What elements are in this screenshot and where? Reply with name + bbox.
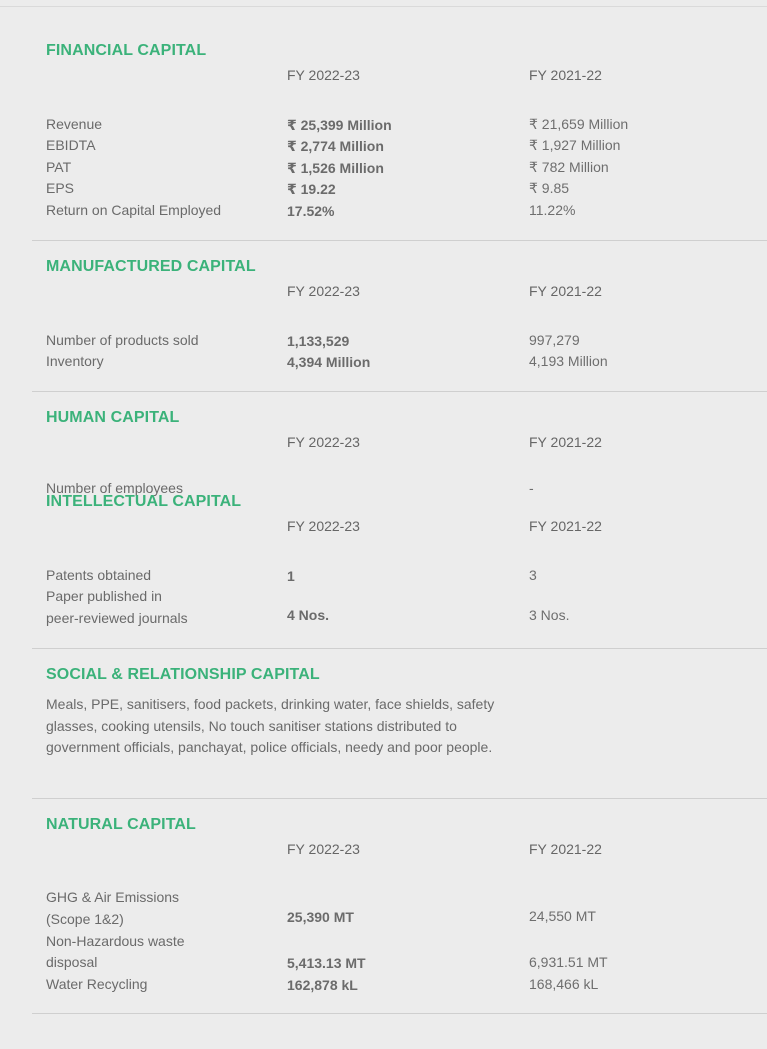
column-header-fy2021-22: FY 2021-22 (529, 841, 602, 857)
row-label-roce: Return on Capital Employed (46, 202, 222, 218)
row-label-ebidta: EBIDTA (46, 137, 96, 153)
value-waste-fy23: 5,413.13 MT (287, 955, 366, 971)
value-pat-fy22: ₹ 782 Million (529, 159, 609, 175)
section-title: SOCIAL & RELATIONSHIP CAPITAL (46, 666, 320, 683)
row-label-ghg-line2: (Scope 1&2) (46, 911, 124, 927)
row-label-products-sold: Number of products sold (46, 332, 199, 348)
value-eps-fy23: ₹ 19.22 (287, 181, 336, 197)
value-inventory-fy23: 4,394 Million (287, 354, 371, 370)
value-roce-fy22: 11.22% (529, 202, 576, 218)
row-label-papers-line2: peer-reviewed journals (46, 610, 188, 626)
row-label-waste-line2: disposal (46, 954, 98, 970)
section-title: MANUFACTURED CAPITAL (46, 258, 256, 275)
row-label-inventory: Inventory (46, 353, 104, 369)
value-patents-fy23: 1 (287, 568, 295, 584)
row-label-papers-line1: Paper published in (46, 588, 162, 604)
column-header-fy2022-23: FY 2022-23 (287, 67, 360, 83)
value-ghg-fy23: 25,390 MT (287, 909, 354, 925)
value-papers-fy22: 3 Nos. (529, 607, 570, 623)
value-ghg-fy22: 24,550 MT (529, 908, 596, 924)
value-water-recycling-fy22: 168,466 kL (529, 976, 599, 992)
intellectual-capital-section (32, 493, 767, 649)
financial-capital-section (32, 42, 767, 241)
natural-capital-section (32, 816, 767, 1014)
value-products-sold-fy23: 1,133,529 (287, 333, 350, 349)
manufactured-capital-section (32, 258, 767, 392)
row-label-pat: PAT (46, 159, 72, 175)
top-divider (0, 6, 767, 7)
column-header-fy2021-22: FY 2021-22 (529, 434, 602, 450)
row-label-employees: Number of employees (46, 480, 183, 496)
value-patents-fy22: 3 (529, 567, 537, 583)
value-products-sold-fy22: 997,279 (529, 332, 580, 348)
value-roce-fy23: 17.52% (287, 203, 335, 219)
value-employees-fy22: - (529, 480, 534, 496)
column-header-fy2022-23: FY 2022-23 (287, 841, 360, 857)
social-description: Meals, PPE, sanitisers, food packets, drinking water, face shields, safety glasses, cooking utensils, No touch sanitiser stations distributed to government officials, panchayat, police officials, needy and poor people. (46, 696, 495, 756)
row-label-ghg-line1: GHG & Air Emissions (46, 889, 180, 905)
column-header-fy2022-23: FY 2022-23 (287, 434, 360, 450)
row-label-water-recycling: Water Recycling (46, 976, 148, 992)
value-inventory-fy22: 4,193 Million (529, 353, 608, 369)
row-label-patents: Patents obtained (46, 567, 152, 583)
value-revenue-fy22: ₹ 21,659 Million (529, 116, 629, 132)
column-header-fy2022-23: FY 2022-23 (287, 283, 360, 299)
social-relationship-capital-section (32, 666, 767, 799)
value-papers-fy23: 4 Nos. (287, 607, 330, 623)
section-title: FINANCIAL CAPITAL (46, 42, 207, 59)
value-waste-fy22: 6,931.51 MT (529, 954, 608, 970)
value-water-recycling-fy23: 162,878 kL (287, 977, 358, 993)
column-header-fy2021-22: FY 2021-22 (529, 518, 602, 534)
column-header-fy2022-23: FY 2022-23 (287, 518, 360, 534)
section-title: NATURAL CAPITAL (46, 816, 196, 833)
value-ebidta-fy22: ₹ 1,927 Million (529, 137, 621, 153)
column-header-fy2021-22: FY 2021-22 (529, 67, 602, 83)
human-capital-section (32, 409, 767, 496)
row-label-waste-line1: Non-Hazardous waste (46, 933, 185, 949)
row-label-revenue: Revenue (46, 116, 103, 132)
section-title: HUMAN CAPITAL (46, 409, 180, 426)
row-label-eps: EPS (46, 180, 75, 196)
column-header-fy2021-22: FY 2021-22 (529, 283, 602, 299)
value-eps-fy22: ₹ 9.85 (529, 180, 570, 196)
value-ebidta-fy23: ₹ 2,774 Million (287, 138, 384, 154)
section-title: INTELLECTUAL CAPITAL (46, 493, 242, 510)
value-revenue-fy23: ₹ 25,399 Million (287, 117, 392, 133)
value-pat-fy23: ₹ 1,526 Million (287, 160, 384, 176)
